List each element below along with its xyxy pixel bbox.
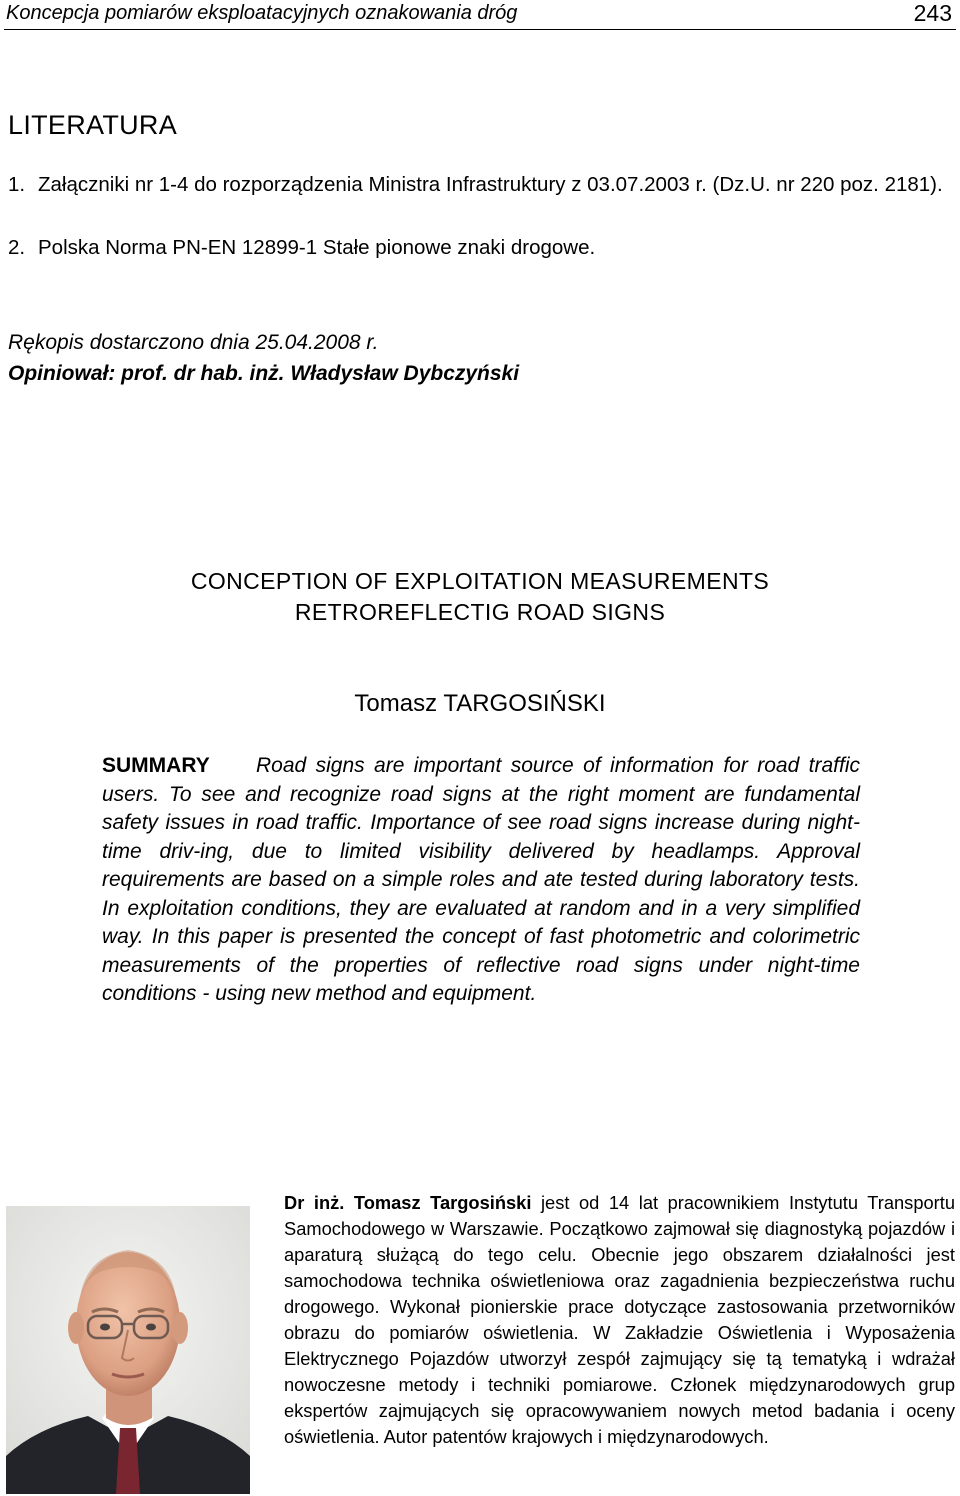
reference-item-1 [8,172,956,197]
summary-abstract [102,752,860,1009]
author-photo [6,1206,250,1494]
author-name: Tomasz TARGOSIŃSKI [354,690,606,717]
literature-heading: LITERATURA [8,110,178,140]
summary-text: Road signs are important source of information for road traffic users. To see and recognize road signs at the right moment are fundamental safety issues in road traffic. Importance of see road signs increase during night-time driv-ing, due to limited visibility delivered by headlamps. Approval requirements are based on a simple roles and ate tested during laboratory tests. In exploitation conditions, they are evaluated at random and in a very simplified way. In this paper is presented the concept of fast photometric and colorimetric measurements of the properties of reflective road signs under night-time conditions - using new method and equipment. [102,754,860,1005]
bio-text: jest od 14 lat pracownikiem Instytutu Transportu Samochodowego w Warszawie. Początkowo zajmował się diagnostyką pojazdów i aparaturą służącą do tego celu. Obecnie jego obszarem działalności jest samochodowa technika oświetleniowa oraz zagadnienia bezpieczeństwa ruchu drogowego. Wykonał pionierskie prace dotyczące zastosowania przetworników obrazu do pomiarów oświetlenia. W Zakładzie Oświetlenia i Wyposażenia Elektrycznego Pojazdów utworzył zespół zajmujący się tą tematyką i wdrażał nowoczesne metody i techniki pomiarowe. Członek międzynarodowych grup ekspertów zajmujących się opracowywaniem nowych metod badania i oceny oświetlenia. Autor patentów krajowych i międzynarodowych. [284,1192,955,1447]
english-title-line-1: CONCEPTION OF EXPLOITATION MEASUREMENTS [190,568,770,594]
running-header-title: Koncepcja pomiarów eksploatacyjnych oznakowania dróg [6,2,518,24]
reference-number: 2. [8,236,26,259]
manuscript-reviewer: Opiniował: prof. dr hab. inż. Władysław Dybczyński [8,362,520,385]
header-rule [4,29,956,30]
reference-item-2 [8,235,956,260]
summary-label: SUMMARY [102,754,210,777]
manuscript-received: Rękopis dostarczono dnia 25.04.2008 r. [8,331,379,354]
author-biography [284,1190,955,1450]
reference-text: Załączniki nr 1-4 do rozporządzenia Ministra Infrastruktury z 03.07.2003 r. (Dz.U. nr 220 poz. 2181). [38,173,943,196]
reference-number: 1. [8,173,26,196]
english-title-line-2: RETROREFLECTIG ROAD SIGNS [294,599,666,625]
reference-text: Polska Norma PN-EN 12899-1 Stałe pionowe znaki drogowe. [38,236,596,259]
page-number: 243 [913,0,952,26]
bio-author-name: Dr inż. Tomasz Targosiński [284,1192,532,1213]
